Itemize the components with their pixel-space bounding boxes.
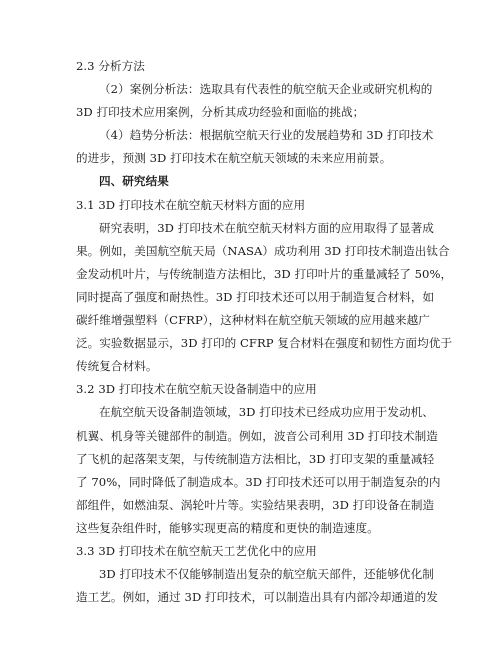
paragraph-line: 机翼、机身等关键部件的制造。例如，波音公司利用 3D 打印技术制造 — [76, 428, 438, 443]
paragraph-line: 研究表明，3D 打印技术在航空航天材料方面的应用取得了显著成 — [99, 220, 434, 235]
paragraph-line: 同时提高了强度和耐热性。3D 打印技术还可以用于制造复合材料，如 — [76, 289, 435, 304]
paragraph-line: 果。例如，美国航空航天局（NASA）成功利用 3D 打印技术制造出钛合 — [76, 243, 450, 258]
section-heading: 四、研究结果 — [99, 174, 169, 189]
subsection-heading: 2.3 分析方法 — [76, 59, 145, 73]
paragraph-line: 传统复合材料。 — [76, 359, 158, 374]
paragraph-line: 这些复杂组件时，能够实现更高的精度和更快的制造速度。 — [76, 520, 379, 535]
paragraph-line: 3D 打印技术应用案例，分析其成功经验和面临的挑战； — [76, 105, 365, 120]
paragraph-line: 了 70%，同时降低了制造成本。3D 打印技术还可以用于制造复杂的内 — [76, 474, 441, 489]
subsection-heading: 3.3 3D 打印技术在航空航天工艺优化中的应用 — [76, 543, 317, 558]
paragraph-line: （2）案例分析法：选取具有代表性的航空航天企业或研究机构的 — [99, 82, 433, 97]
subsection-heading: 3.1 3D 打印技术在航空航天材料方面的应用 — [76, 197, 306, 212]
paragraph-line: 金发动机叶片，与传统制造方法相比，3D 打印叶片的重量减轻了 50%， — [76, 266, 453, 281]
paragraph-line: 了飞机的起落架支架，与传统制造方法相比，3D 打印支架的重量减轻 — [76, 451, 435, 466]
subsection-heading: 3.2 3D 打印技术在航空航天设备制造中的应用 — [76, 382, 317, 397]
paragraph-line: 碳纤维增强塑料（CFRP），这种材料在航空航天领域的应用越来越广 — [76, 313, 430, 328]
document-page — [76, 55, 453, 609]
paragraph-line: 在航空航天设备制造领域，3D 打印技术已经成功应用于发动机、 — [99, 405, 434, 420]
paragraph-line: （4）趋势分析法：根据航空航天行业的发展趋势和 3D 打印技术 — [99, 128, 434, 143]
paragraph-line: 部组件，如燃油泵、涡轮叶片等。实验结果表明，3D 打印设备在制造 — [76, 497, 435, 512]
paragraph-line: 的进步，预测 3D 打印技术在航空航天领域的未来应用前景。 — [76, 151, 392, 166]
paragraph-line: 泛。实验数据显示，3D 打印的 CFRP 复合材料在强度和韧性方面均优于 — [76, 336, 453, 351]
paragraph-line: 3D 打印技术不仅能够制造出复杂的航空航天部件，还能够优化制 — [99, 567, 434, 582]
paragraph-line: 造工艺。例如，通过 3D 打印技术，可以制造出具有内部冷却通道的发 — [76, 590, 438, 605]
